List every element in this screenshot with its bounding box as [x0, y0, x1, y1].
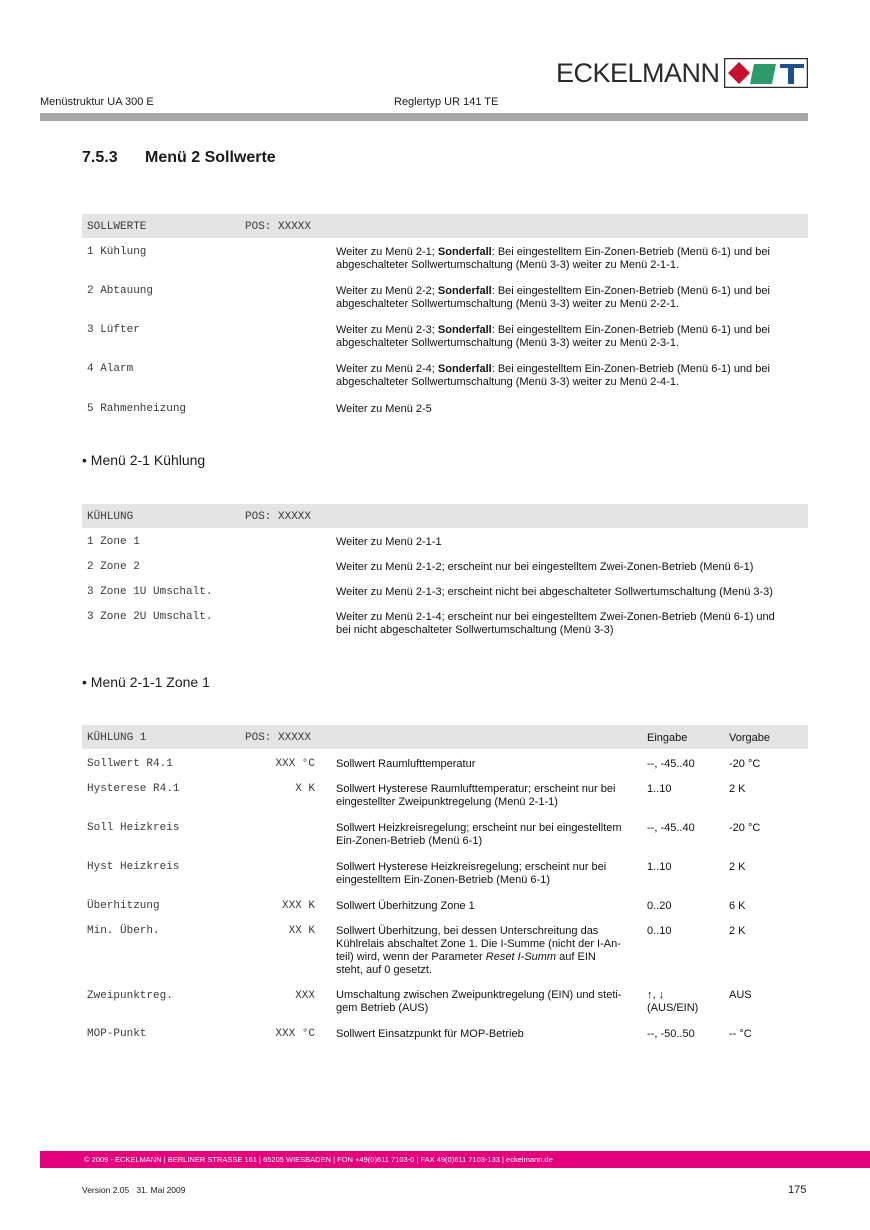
table-sollwerte-header	[82, 214, 808, 238]
parameter-default: 6 K	[729, 900, 746, 912]
menu-item-description: Weiter zu Menü 2-1-1	[336, 536, 442, 548]
table-header-pos: POS: XXXXX	[245, 511, 312, 523]
parameter-label: Soll Heizkreis	[87, 822, 180, 834]
menu-item-label: 3 Lüfter	[87, 324, 140, 336]
parameter-description: Umschaltung zwischen Zweipunktregelung (EIN) und steti- gem Betrieb (AUS)	[336, 989, 622, 1014]
parameter-description: Sollwert Hysterese Heizkreisregelung; erscheint nur bei eingestelltem Ein-Zonen-Betrieb (Menü 6-1)	[336, 861, 607, 886]
bullet-icon: •	[82, 452, 87, 468]
header-document-title: Menüstruktur UA 300 E	[40, 96, 154, 108]
parameter-input-range: 0..10	[647, 925, 672, 937]
parameter-label: Sollwert R4.1	[87, 758, 173, 770]
parameter-label: Zweipunktreg.	[87, 990, 173, 1002]
parameter-description: Sollwert Überhitzung Zone 1	[336, 900, 475, 912]
parameter-input-range: 1..10	[647, 861, 672, 873]
page-number: 175	[788, 1184, 807, 1196]
parameter-default: -20 °C	[729, 822, 761, 834]
parameter-default: AUS	[729, 989, 752, 1001]
footer-contact-text: © 2009 - ECKELMANN | BERLINER STRASSE 161 | 65205 WIESBADEN | FON +49(0)611 7103-0 | FAX 49(0)611 7103-133 | eckelmann.de	[84, 1155, 553, 1164]
parameter-input-range: --, -45..40	[647, 822, 695, 834]
table-header-pos: POS: XXXXX	[245, 732, 312, 744]
parameter-default: -20 °C	[729, 758, 761, 770]
table-header-pos: POS: XXXXX	[245, 221, 312, 233]
parameter-label: Min. Überh.	[87, 925, 160, 937]
table-header-vorgabe: Vorgabe	[729, 732, 770, 744]
menu-item-description: Weiter zu Menü 2-1-3; erscheint nicht bei abgeschalteter Sollwertumschaltung (Menü 3-3)	[336, 586, 773, 598]
parameter-label: Hysterese R4.1	[87, 783, 180, 795]
parameter-label: Überhitzung	[87, 900, 160, 912]
table-kuehlung1-header	[82, 725, 808, 749]
parameter-input-range: --, -50..50	[647, 1028, 695, 1040]
table-kuehlung-header	[82, 504, 808, 528]
parameter-description: Sollwert Hysterese Raumlufttemperatur; erscheint nur bei eingestellter Zweipunktregelung (Menü 2-1-1)	[336, 783, 616, 808]
parameter-description: Sollwert Einsatzpunkt für MOP-Betrieb	[336, 1028, 524, 1040]
parameter-unit: XXX K	[281, 900, 315, 912]
parameter-default: 2 K	[729, 783, 746, 795]
parameter-input-range: --, -45..40	[647, 758, 695, 770]
bullet-icon: •	[82, 674, 87, 690]
company-logo-icon	[724, 58, 808, 88]
section-title: Menü 2 Sollwerte	[145, 149, 276, 166]
parameter-default: -- °C	[729, 1028, 752, 1040]
menu-item-label: 2 Zone 2	[87, 561, 140, 573]
parameter-input-range: ↑, ↓ (AUS/EIN)	[647, 989, 699, 1014]
menu-item-description: Weiter zu Menü 2-1-2; erscheint nur bei eingestelltem Zwei-Zonen-Betrieb (Menü 6-1)	[336, 561, 754, 573]
menu-item-label: 5 Rahmenheizung	[87, 403, 187, 415]
subsection-bullet: • Menü 2-1 Kühlung	[82, 452, 206, 468]
section-number: 7.5.3	[82, 149, 118, 166]
menu-item-description: Weiter zu Menü 2-5	[336, 403, 432, 415]
parameter-default: 2 K	[729, 925, 746, 937]
parameter-label: MOP-Punkt	[87, 1028, 147, 1040]
table-header-name: KÜHLUNG	[87, 511, 134, 523]
menu-item-label: 1 Kühlung	[87, 246, 147, 258]
menu-item-description: Weiter zu Menü 2-1; Sonderfall: Bei eingestelltem Ein-Zonen-Betrieb (Menü 6-1) und bei abgeschalteter Sollwertumschaltung (Menü 3-3) weiter zu Menü 2-1-1.	[336, 246, 770, 271]
parameter-description: Sollwert Überhitzung, bei dessen Unterschreitung das Kühlrelais abschaltet Zone 1. Die I-Summe (nicht der I-An- teil) wird, wenn der Parameter Reset I-Summ auf EIN steht, auf 0 gesetzt.	[336, 925, 621, 976]
document-version: Version 2.05 31. Mai 2009	[82, 1185, 186, 1195]
parameter-label: Hyst Heizkreis	[87, 861, 180, 873]
menu-item-description: Weiter zu Menü 2-4; Sonderfall: Bei eingestelltem Ein-Zonen-Betrieb (Menü 6-1) und bei abgeschalteter Sollwertumschaltung (Menü 3-3) weiter zu Menü 2-4-1.	[336, 363, 770, 388]
company-logo-text: ECKELMANN	[556, 58, 720, 88]
menu-item-description: Weiter zu Menü 2-3; Sonderfall: Bei eingestelltem Ein-Zonen-Betrieb (Menü 6-1) und bei abgeschalteter Sollwertumschaltung (Menü 3-3) weiter zu Menü 2-3-1.	[336, 324, 770, 349]
parameter-description: Sollwert Raumlufttemperatur	[336, 758, 476, 770]
parameter-input-range: 0..20	[647, 900, 672, 912]
menu-item-label: 3 Zone 1U Umschalt.	[87, 586, 213, 598]
parameter-input-range: 1..10	[647, 783, 672, 795]
menu-item-label: 3 Zone 2U Umschalt.	[87, 611, 213, 623]
table-header-name: SOLLWERTE	[87, 221, 147, 233]
menu-item-label: 4 Alarm	[87, 363, 134, 375]
menu-item-label: 1 Zone 1	[87, 536, 140, 548]
header-divider	[40, 113, 808, 121]
subsection-bullet: • Menü 2-1-1 Zone 1	[82, 674, 210, 690]
menu-item-label: 2 Abtauung	[87, 285, 154, 297]
parameter-description: Sollwert Heizkreisregelung; erscheint nur bei eingestelltem Ein-Zonen-Betrieb (Menü 6-1)	[336, 822, 622, 847]
parameter-unit: XXX °C	[275, 1028, 315, 1040]
parameter-unit: XX K	[288, 925, 315, 937]
header-controller-type: Reglertyp UR 141 TE	[394, 96, 499, 108]
parameter-default: 2 K	[729, 861, 746, 873]
menu-item-description: Weiter zu Menü 2-1-4; erscheint nur bei eingestelltem Zwei-Zonen-Betrieb (Menü 6-1) und bei nicht abgeschalteter Sollwertumschaltung (Menü 3-3)	[336, 611, 775, 636]
menu-item-description: Weiter zu Menü 2-2; Sonderfall: Bei eingestelltem Ein-Zonen-Betrieb (Menü 6-1) und bei abgeschalteter Sollwertumschaltung (Menü 3-3) weiter zu Menü 2-2-1.	[336, 285, 770, 310]
table-header-name: KÜHLUNG 1	[87, 732, 147, 744]
parameter-unit: XXX	[295, 990, 315, 1002]
table-header-eingabe: Eingabe	[647, 732, 688, 744]
parameter-unit: XXX °C	[275, 758, 315, 770]
arrow-up-down-icon: ↑, ↓	[647, 989, 665, 1001]
section-heading	[82, 149, 276, 167]
parameter-unit: X K	[295, 783, 315, 795]
